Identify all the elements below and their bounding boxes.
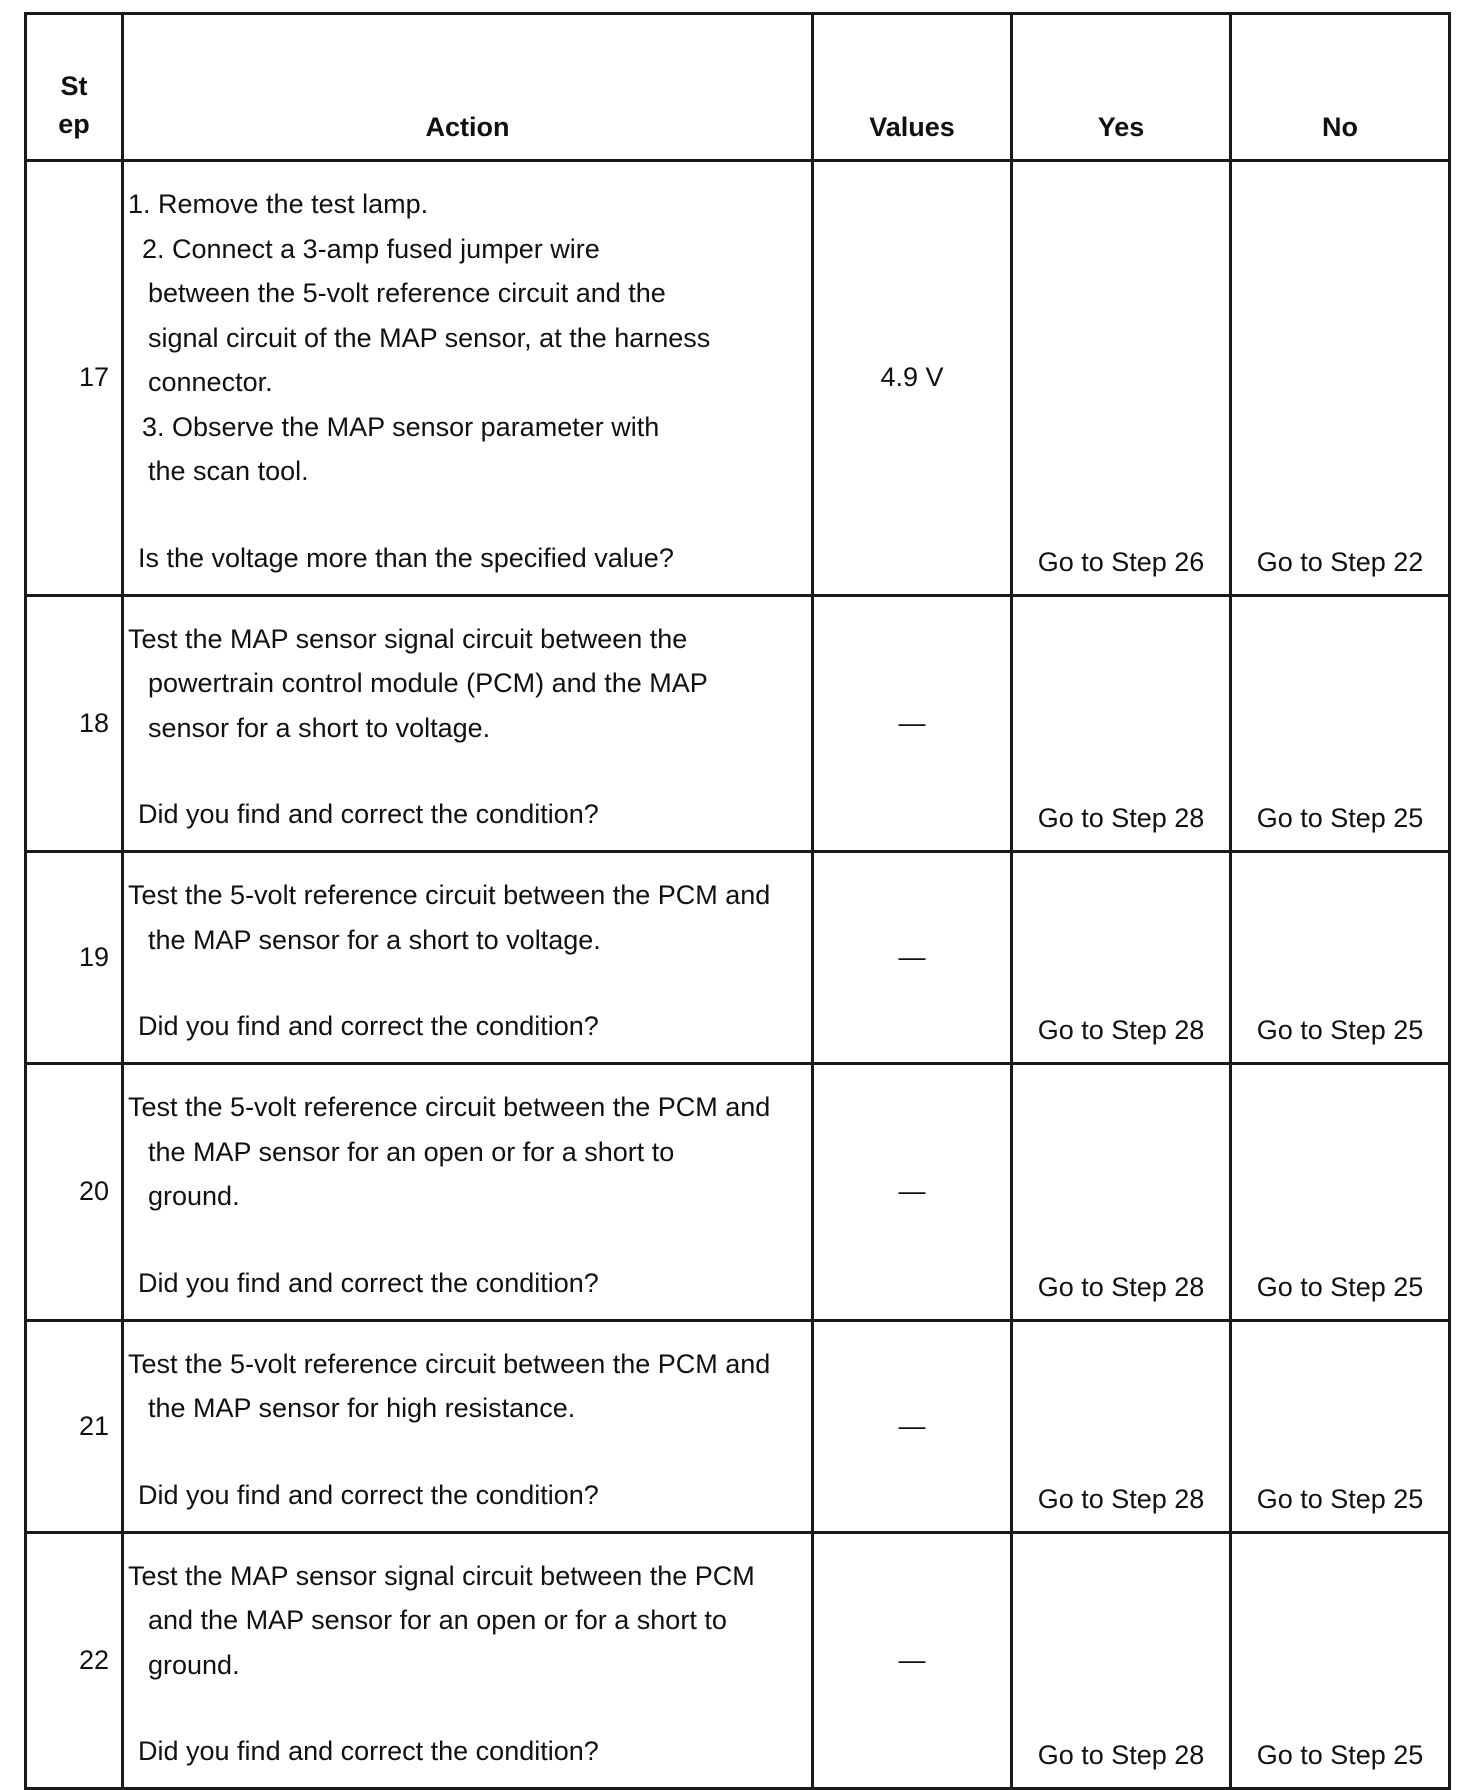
yes-cell: Go to Step 28: [1012, 852, 1231, 1064]
action-line: sensor for a short to voltage.: [148, 712, 491, 743]
value-cell: —: [813, 595, 1012, 852]
action-line: signal circuit of the MAP sensor, at the harness: [148, 322, 711, 353]
step-number: 18: [26, 595, 123, 852]
yes-cell: Go to Step 28: [1012, 1320, 1231, 1532]
value-cell: —: [813, 852, 1012, 1064]
header-row: [26, 14, 1450, 161]
value-cell: —: [813, 1532, 1012, 1789]
no-cell: Go to Step 25: [1231, 1064, 1450, 1321]
no-cell: Go to Step 25: [1231, 852, 1450, 1064]
table-row: [26, 1532, 1450, 1789]
action-line: between the 5-volt reference circuit and the: [148, 278, 666, 308]
yes-cell: Go to Step 28: [1012, 1064, 1231, 1321]
table-row: [26, 161, 1450, 596]
yes-cell: Go to Step 28: [1012, 595, 1231, 852]
no-cell: Go to Step 22: [1231, 161, 1450, 596]
action-question: Did you find and correct the condition?: [138, 799, 599, 829]
action-line: the MAP sensor for a short to voltage.: [148, 924, 601, 955]
action-cell: [123, 852, 813, 1064]
action-cell: [123, 1064, 813, 1321]
action-line: Test the MAP sensor signal circuit between the: [128, 623, 688, 654]
action-cell: [123, 595, 813, 852]
action-line: 2. Connect a 3-amp fused jumper wire: [142, 233, 600, 264]
action-question: Did you find and correct the condition?: [138, 1736, 599, 1766]
action-line: 3. Observe the MAP sensor parameter with: [142, 411, 660, 442]
value-cell: —: [813, 1320, 1012, 1532]
header-step-line2: ep: [58, 109, 90, 139]
table-row: [26, 1064, 1450, 1321]
step-number: 17: [26, 161, 123, 596]
action-line: Test the 5-volt reference circuit between the PCM and: [128, 880, 771, 910]
header-no: No: [1231, 14, 1450, 161]
action-cell: [123, 1532, 813, 1789]
step-number: 19: [26, 852, 123, 1064]
action-question: Did you find and correct the condition?: [138, 1479, 599, 1510]
action-cell: [123, 161, 813, 596]
header-step-line1: St: [60, 71, 88, 101]
table-row: [26, 595, 1450, 852]
action-question: Did you find and correct the condition?: [138, 1267, 599, 1298]
step-number: 22: [26, 1532, 123, 1789]
yes-cell: Go to Step 26: [1012, 161, 1231, 596]
action-line: ground.: [148, 1649, 240, 1680]
step-number: 20: [26, 1064, 123, 1321]
action-line: connector.: [148, 367, 273, 397]
no-cell: Go to Step 25: [1231, 595, 1450, 852]
action-line: 1. Remove the test lamp.: [128, 189, 429, 219]
table-row: [26, 1320, 1450, 1532]
action-question: Is the voltage more than the specified value?: [138, 542, 674, 573]
action-line: powertrain control module (PCM) and the MAP: [148, 668, 708, 698]
header-yes: Yes: [1012, 14, 1231, 161]
action-line: ground.: [148, 1181, 240, 1211]
header-action: Action: [123, 14, 813, 161]
action-line: Test the MAP sensor signal circuit between the PCM: [128, 1560, 755, 1591]
no-cell: Go to Step 25: [1231, 1320, 1450, 1532]
action-line: the scan tool.: [148, 456, 309, 486]
header-step: [26, 14, 123, 161]
action-line: and the MAP sensor for an open or for a short to: [148, 1605, 727, 1635]
step-number: 21: [26, 1320, 123, 1532]
value-cell: —: [813, 1064, 1012, 1321]
action-line: Test the 5-volt reference circuit between the PCM and: [128, 1348, 771, 1379]
action-question: Did you find and correct the condition?: [138, 1011, 599, 1041]
value-cell: 4.9 V: [813, 161, 1012, 596]
no-cell: Go to Step 25: [1231, 1532, 1450, 1789]
action-line: the MAP sensor for an open or for a short to: [148, 1136, 675, 1167]
action-cell: [123, 1320, 813, 1532]
action-line: the MAP sensor for high resistance.: [148, 1393, 576, 1423]
header-values: Values: [813, 14, 1012, 161]
diagnostic-table: [24, 12, 1451, 1790]
table-row: [26, 852, 1450, 1064]
action-line: Test the 5-volt reference circuit between the PCM and: [128, 1092, 771, 1122]
yes-cell: Go to Step 28: [1012, 1532, 1231, 1789]
